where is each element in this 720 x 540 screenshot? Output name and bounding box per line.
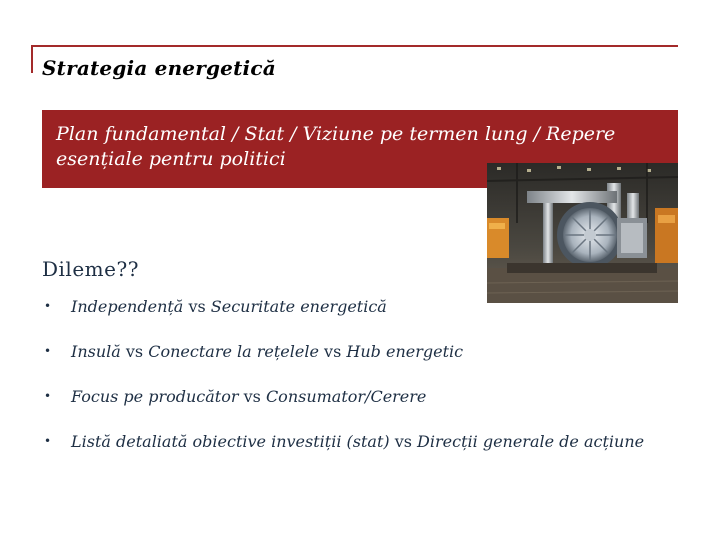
versus-label: vs bbox=[188, 297, 206, 316]
versus-label: vs bbox=[394, 432, 412, 451]
title-frame-line-top bbox=[31, 45, 678, 47]
title-frame-line-left bbox=[31, 45, 33, 73]
versus-label: vs bbox=[324, 342, 342, 361]
list-item bbox=[42, 296, 662, 317]
bullet-text-part: Direcții generale de acțiune bbox=[417, 432, 645, 451]
bullet-text-part: Consumator/Cerere bbox=[265, 387, 427, 406]
subtitle-dileme: Dileme?? bbox=[42, 257, 139, 281]
bullet-text-part: Conectare la rețelele bbox=[148, 342, 319, 361]
dilemma-list bbox=[42, 296, 662, 476]
bullet-marker: • bbox=[44, 434, 52, 448]
list-item bbox=[42, 386, 662, 407]
list-item bbox=[42, 341, 662, 362]
banner-text: Plan fundamental / Stat / Viziune pe termen lung / Repere esențiale pentru politici bbox=[56, 123, 616, 170]
bullet-marker: • bbox=[44, 389, 52, 403]
bullet-text-part: Listă detaliată obiective investiții (stat) bbox=[71, 432, 390, 451]
bullet-text-part: Independență bbox=[71, 297, 184, 316]
bullet-text-part: Hub energetic bbox=[346, 342, 464, 361]
bullet-text-part: Insulă bbox=[71, 342, 121, 361]
versus-label: vs bbox=[125, 342, 144, 361]
versus-label: vs bbox=[243, 387, 261, 406]
bullet-marker: • bbox=[44, 299, 52, 313]
turbine-hall-photo bbox=[487, 163, 678, 303]
bullet-marker: • bbox=[44, 344, 52, 358]
slide-title: Strategia energetică bbox=[42, 56, 276, 80]
turbine-hall-illustration bbox=[487, 163, 678, 303]
list-item bbox=[42, 431, 662, 452]
bullet-text-part: Securitate energetică bbox=[210, 297, 387, 316]
bullet-text-part: Focus pe producător bbox=[71, 387, 239, 406]
